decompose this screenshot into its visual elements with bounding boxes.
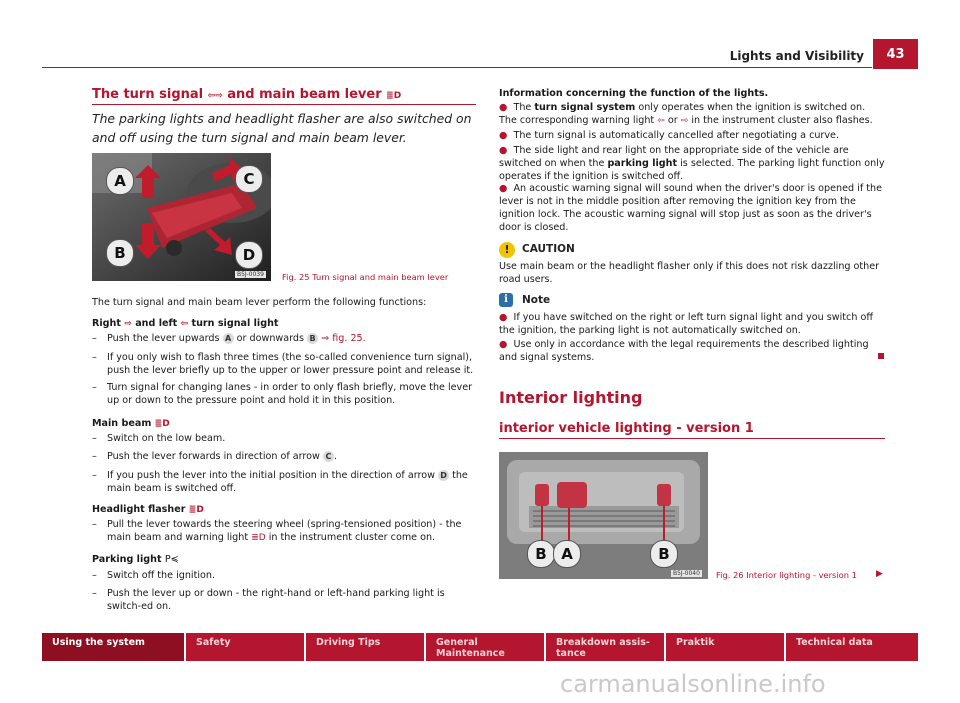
callout-d-icon: D [438, 470, 449, 481]
figure-code: B5J-0039 [237, 271, 264, 278]
callout-c-icon: C [323, 451, 334, 462]
figure-label-c: C [235, 165, 263, 193]
section-title-interior-lighting: Interior lighting [499, 388, 643, 407]
turn-left-icon: ⇦ [207, 91, 216, 101]
note-icon: i [499, 293, 513, 307]
caution-text: Use main beam or the headlight flasher only if this does not risk dazzling other road users. [499, 261, 880, 285]
note-title: Note [522, 294, 551, 306]
lead-text: The turn signal and main beam lever perform the following functions: [92, 297, 427, 308]
callout-b-icon: B [307, 333, 318, 344]
subsection-rule [499, 438, 885, 439]
figure-label-d: D [235, 241, 263, 269]
note-item-1: ● If you have switched on the right or left turn signal light and you switch off the ignition, the parking light is not automatically switched on. [499, 312, 873, 336]
tab-safety[interactable]: Safety [186, 633, 304, 661]
figure-25-caption: Fig. 25 Turn signal and main beam lever [282, 272, 449, 282]
figure26-code: B5J-0040 [673, 570, 700, 577]
end-marker-icon [878, 353, 884, 359]
bullet-turn-signal: ● The turn signal system only operates when the ignition is switched on. The corresponding warning light ⇦ or ⇨ in the instrument cluster also flashes. [499, 102, 873, 126]
subheading-headlight-flasher: Headlight flasher ≣D [92, 504, 204, 515]
note-item-2: ● Use only in accordance with the legal requirements the described lighting and signal systems. [499, 339, 869, 363]
figure26-label-b-right: B [650, 540, 678, 568]
bullet-acoustic-warning: ● An acoustic warning signal will sound when the driver's door is opened if the lever is not in the middle position after removing the ignition key from the ignition lock. The acoustic warning signal will stop just as soon as the driver's door is closed. [499, 183, 883, 233]
main-beam-icon: ≣D [386, 91, 402, 101]
tab-breakdown-assistance[interactable]: Breakdown assis- tance [546, 633, 664, 661]
intro-text: The parking lights and headlight flasher are also switched on and off using the turn signal and main beam lever. [92, 111, 472, 145]
figure-25-image [92, 153, 271, 281]
tab-using-the-system[interactable]: Using the system [42, 633, 184, 661]
caution-icon: ! [499, 242, 515, 258]
figure-link[interactable]: ⇒ fig. 25. [321, 333, 366, 344]
continue-arrow-icon: ▶ [876, 569, 883, 579]
subsection-title: interior vehicle lighting - version 1 [499, 421, 754, 436]
tab-general-maintenance[interactable]: General Maintenance [426, 633, 544, 661]
figure-26-image [499, 452, 708, 579]
page-number: 43 [873, 39, 918, 69]
subheading-main-beam: Main beam ≣D [92, 418, 170, 429]
heading-rule [92, 104, 476, 105]
figure-26-caption: Fig. 26 Interior lighting - version 1 [716, 570, 857, 580]
watermark: carmanualsonline.info [560, 670, 826, 698]
callout-a-icon: A [223, 333, 234, 344]
subheading-turn-signal: Right ⇨ and left ⇦ turn signal light [92, 318, 279, 329]
tab-driving-tips[interactable]: Driving Tips [306, 633, 424, 661]
figure26-label-b-left: B [527, 540, 555, 568]
bullet-auto-cancel: ● The turn signal is automatically cancelled after negotiating a curve. [499, 130, 840, 141]
subheading-parking-light: Parking light P≼ [92, 554, 179, 565]
running-header-title: Lights and Visibility [729, 49, 864, 63]
figure26-label-a: A [553, 540, 581, 568]
info-title: Information concerning the function of the lights. [499, 88, 769, 99]
figure-label-b: B [106, 239, 134, 267]
tab-technical-data[interactable]: Technical data [786, 633, 918, 661]
section-heading-turn-signal: The turn signal ⇦⇨ and main beam lever ≣D [92, 87, 402, 102]
figure-label-a: A [106, 167, 134, 195]
turn-right-icon: ⇨ [215, 91, 223, 101]
caution-title: CAUTION [522, 243, 575, 255]
tab-praktik[interactable]: Praktik [666, 633, 784, 661]
header-rule [42, 67, 872, 68]
bullet-side-light: ● The side light and rear light on the appropriate side of the vehicle are switched on when the parking light is selected. The parking light function only operates if the ignition is switched off. [499, 145, 885, 182]
